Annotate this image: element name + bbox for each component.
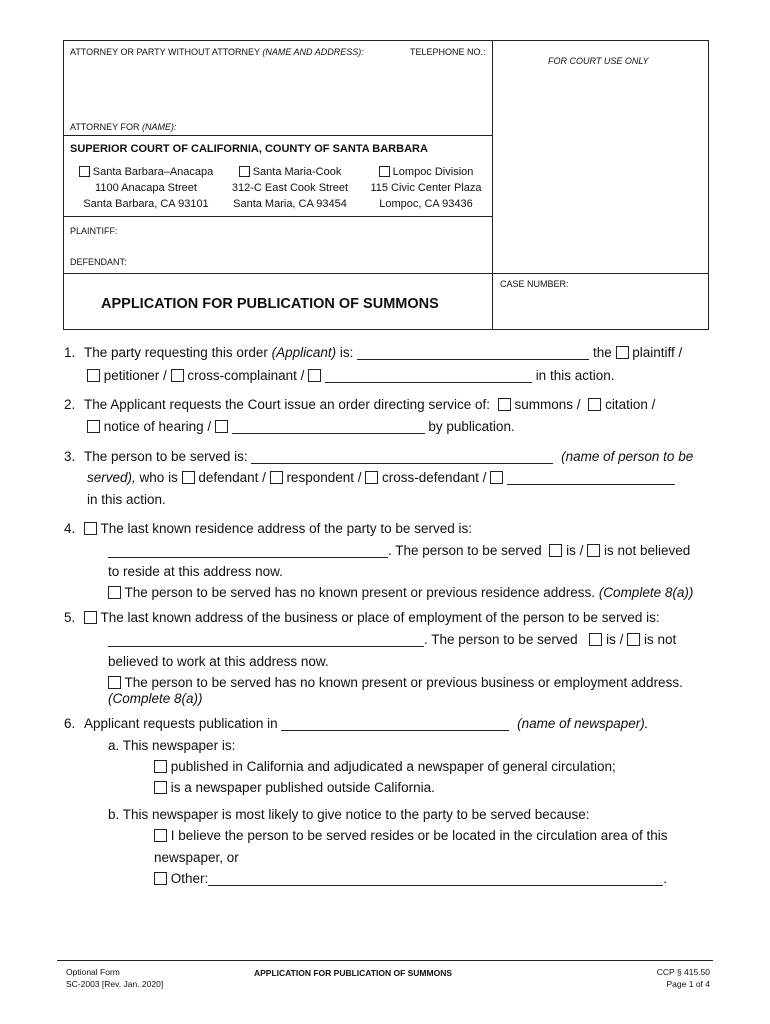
checkbox-business-address[interactable] (84, 611, 97, 624)
other-role-field[interactable] (507, 471, 675, 485)
other-party-field[interactable] (325, 369, 532, 383)
item-6b-option-1: I believe the person to be served resides or be located in the circulation area of this (154, 828, 668, 843)
item-2-line-2: notice of hearing / by publication. (87, 419, 515, 434)
item-4-line-2: . The person to be served is / is not believed (108, 543, 690, 558)
newspaper-name-field[interactable] (281, 717, 509, 731)
business-address-field[interactable] (108, 633, 424, 647)
residence-address-field[interactable] (108, 544, 388, 558)
item-2-line-1: 2. The Applicant requests the Court issue an order directing service of: summons / citation / (64, 397, 656, 412)
form-title: APPLICATION FOR PUBLICATION OF SUMMONS (101, 296, 439, 312)
attorney-for-label: ATTORNEY FOR (NAME): (70, 122, 177, 132)
divider (63, 135, 493, 136)
item-4-line-4: The person to be served has no known present or previous residence address. (Complete 8(a)) (108, 585, 693, 600)
checkbox-plaintiff[interactable] (616, 346, 629, 359)
checkbox-defendant[interactable] (182, 471, 195, 484)
checkbox-cross-complainant[interactable] (171, 369, 184, 382)
checkbox-notice-of-hearing[interactable] (87, 420, 100, 433)
form-number: SC-2003 [Rev. Jan. 2020] (66, 979, 164, 989)
item-5-line-3: believed to work at this address now. (108, 654, 329, 669)
checkbox-circulation-area[interactable] (154, 829, 167, 842)
item-6b-label: b. This newspaper is most likely to give notice to the party to be served because: (108, 807, 590, 822)
item-4-line-3: to reside at this address now. (108, 564, 283, 579)
court-option-anacapa: Santa Barbara–Anacapa 1100 Anacapa Street Santa Barbara, CA 93101 (76, 164, 216, 212)
footer-title: APPLICATION FOR PUBLICATION OF SUMMONS (254, 968, 453, 978)
item-3-line-2: served), who is defendant / respondent / cross-defendant / (87, 470, 675, 485)
item-5-line-4: The person to be served has no known present or previous business or employment address. (108, 675, 683, 690)
checkbox-published-outside[interactable] (154, 781, 167, 794)
divider (492, 40, 493, 330)
checkbox-no-business[interactable] (108, 676, 121, 689)
item-5-line-5: (Complete 8(a)) (108, 691, 203, 706)
checkbox-works-is-not[interactable] (627, 633, 640, 646)
item-6a-option-2: is a newspaper published outside California. (154, 780, 435, 795)
page-number: Page 1 of 4 (666, 979, 710, 989)
checkbox[interactable] (79, 166, 90, 177)
checkbox-residence-address[interactable] (84, 522, 97, 535)
checkbox[interactable] (379, 166, 390, 177)
item-5-line-1: 5. The last known address of the business or place of employment of the person to be served is: (64, 610, 660, 625)
case-number-label: CASE NUMBER: (500, 279, 569, 289)
telephone-label: TELEPHONE NO.: (410, 47, 486, 57)
item-6-line-1: 6. Applicant requests publication in (name of newspaper). (64, 716, 649, 731)
item-1-line-2: petitioner / cross-complainant / in this action. (87, 368, 614, 383)
checkbox[interactable] (239, 166, 250, 177)
plaintiff-label: PLAINTIFF: (70, 226, 118, 236)
other-document-field[interactable] (232, 420, 425, 434)
item-6a-label: a. This newspaper is: (108, 738, 236, 753)
attorney-label: ATTORNEY OR PARTY WITHOUT ATTORNEY (NAME AND ADDRESS): (70, 47, 364, 57)
person-served-field[interactable] (251, 450, 553, 464)
applicant-name-field[interactable] (357, 346, 589, 360)
checkbox-resides-is[interactable] (549, 544, 562, 557)
checkbox-resides-is-not[interactable] (587, 544, 600, 557)
checkbox-published-california[interactable] (154, 760, 167, 773)
checkbox-summons[interactable] (498, 398, 511, 411)
item-6b-line-2: newspaper, or (154, 850, 239, 865)
defendant-label: DEFENDANT: (70, 257, 127, 267)
item-3-line-3: in this action. (87, 492, 166, 507)
footer-right (600, 966, 710, 990)
checkbox-citation[interactable] (588, 398, 601, 411)
item-6a-option-1: published in California and adjudicated a newspaper of general circulation; (154, 759, 616, 774)
optional-form-label: Optional Form (66, 967, 120, 977)
checkbox-no-residence[interactable] (108, 586, 121, 599)
checkbox-petitioner[interactable] (87, 369, 100, 382)
divider (63, 216, 493, 217)
court-title: SUPERIOR COURT OF CALIFORNIA, COUNTY OF SANTA BARBARA (70, 143, 428, 155)
footer-left (66, 966, 163, 990)
checkbox-other-document[interactable] (215, 420, 228, 433)
item-3-line-1: 3. The person to be served is: (name of person to be (64, 449, 694, 464)
other-reason-field[interactable] (208, 872, 663, 886)
court-use-label: FOR COURT USE ONLY (548, 56, 649, 66)
court-option-lompoc: Lompoc Division 115 Civic Center Plaza Lompoc, CA 93436 (370, 166, 482, 210)
item-5-line-2: . The person to be served is / is not (108, 632, 676, 647)
code-section: CCP § 415.50 (656, 967, 710, 977)
court-option-santa-maria: Santa Maria-Cook 312-C East Cook Street Santa Maria, CA 93454 (231, 166, 349, 210)
checkbox-cross-defendant[interactable] (365, 471, 378, 484)
item-1-line-1: 1. The party requesting this order (Applicant) is: the plaintiff / (64, 345, 683, 360)
divider (63, 273, 709, 274)
checkbox-other-reason[interactable] (154, 872, 167, 885)
checkbox-other-role[interactable] (490, 471, 503, 484)
checkbox-respondent[interactable] (270, 471, 283, 484)
item-4-line-1: 4. The last known residence address of the party to be served is: (64, 521, 472, 536)
footer-rule (57, 960, 713, 961)
checkbox-works-is[interactable] (589, 633, 602, 646)
item-6b-option-2: Other: . (154, 871, 667, 886)
checkbox-other-party[interactable] (308, 369, 321, 382)
